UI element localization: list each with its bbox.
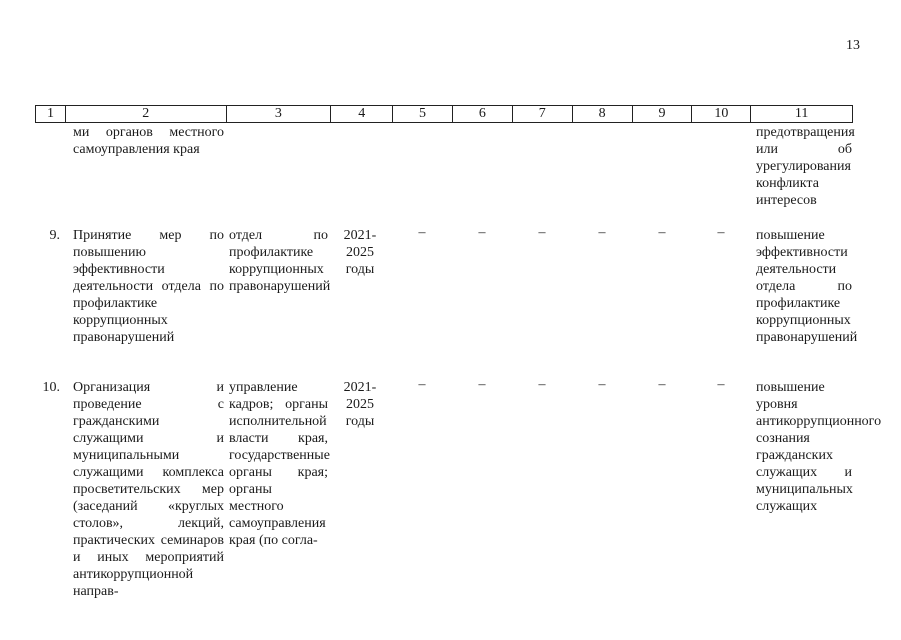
row-responsible: отдел по профилактике коррупционных правонарушений [229,228,331,294]
page-number: 13 [846,38,860,53]
header-col-2: 2 [66,106,227,122]
row-dash-col10: – [717,377,725,392]
header-col-9: 9 [633,106,693,122]
row-dash-col7: – [538,225,546,240]
row-number: 9. [49,228,60,243]
row-measure: Организация и проведение с гражданскими служащими и муниципальными служащими комплекса просветительских мер (заседаний «круглых столов», лекций, практических семинаров и иных мероприятий антикоррупционной направ- [73,380,224,599]
row-number: 10. [42,380,60,395]
header-col-4: 4 [331,106,393,122]
table-header-row [35,105,853,123]
row-dash-col8: – [598,377,606,392]
row-dash-col5: – [418,377,426,392]
continuation-col2: ми органов местного самоуправления края [73,125,224,157]
header-col-1: 1 [36,106,66,122]
header-col-11: 11 [794,106,809,121]
row-dash-col5: – [418,225,426,240]
row-result: повышение уровня антикоррупционного сознания гражданских служащих и муниципальных служащих [756,380,882,514]
continuation-col11: предотвращения или об урегулирования конфликта интересов [756,125,855,208]
row-dash-col10: – [717,225,725,240]
row-period: 2021-2025 годы [343,380,377,429]
row-dash-col6: – [478,225,486,240]
header-col-8: 8 [573,106,633,122]
row-result: повышение эффективности деятельности отдела по профилактике коррупционных правонарушений [756,228,858,345]
header-col-7: 7 [513,106,573,122]
row-dash-col7: – [538,377,546,392]
row-dash-col9: – [658,377,666,392]
header-col-3: 3 [227,106,332,122]
row-period: 2021-2025 годы [343,228,377,277]
row-responsible: управление кадров; органы исполнительной власти края, государственные органы края; органы местного самоуправления края (по согла- [229,380,330,548]
row-measure: Принятие мер по повышению эффективности деятельности отдела по профилактике коррупционных правонарушений [73,228,224,345]
row-dash-col9: – [658,225,666,240]
row-dash-col8: – [598,225,606,240]
header-col-5: 5 [393,106,453,122]
row-dash-col6: – [478,377,486,392]
header-col-6: 6 [453,106,513,122]
header-col-10: 10 [692,106,751,122]
